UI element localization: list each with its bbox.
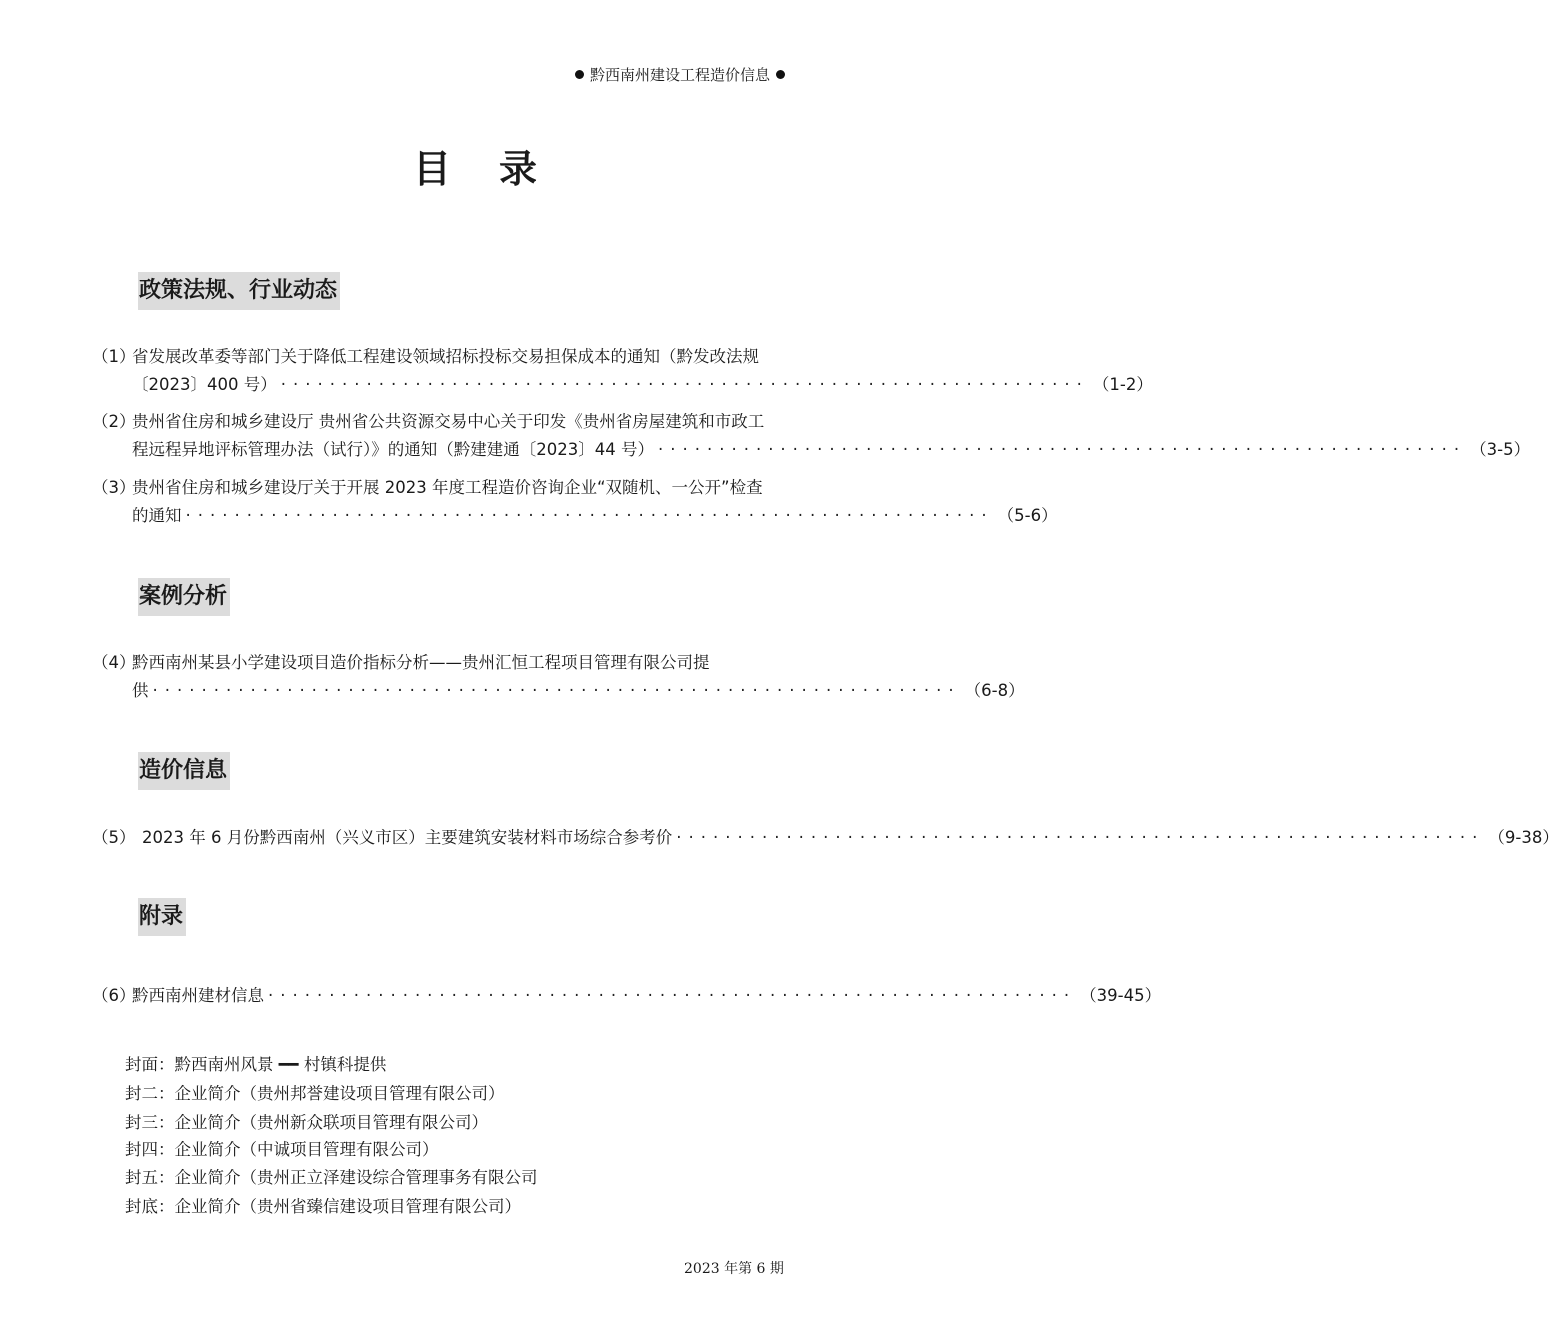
- toc-entry-3[interactable]: （3） 贵州省住房和城乡建设厅关于开展 2023 年度工程造价咨询企业“双随机、一公开”检查 的通知 ·································································· （5-6）: [92, 474, 867, 530]
- page-range: （6-8）: [964, 681, 1025, 700]
- section-heading-policy: 政策法规、行业动态: [138, 272, 340, 310]
- section-heading-pricing: 造价信息: [138, 752, 230, 790]
- section-heading-case: 案例分析: [138, 578, 230, 616]
- dot-leader: ··································································: [185, 506, 994, 525]
- page-range: （9-38）: [1488, 828, 1559, 847]
- page-title: 目 录: [412, 146, 538, 191]
- page-range: （39-45）: [1080, 986, 1162, 1005]
- dot-leader: ··································································: [268, 986, 1077, 1005]
- bullet-icon: [575, 70, 584, 79]
- page-range: （1-2）: [1092, 375, 1153, 394]
- publication-name: 黔西南州建设工程造价信息: [590, 66, 771, 84]
- toc-entry-4[interactable]: （4） 黔西南州某县小学建设项目造价指标分析——贵州汇恒工程项目管理有限公司提 供 ·································································· （6-8）: [92, 649, 867, 705]
- cover-item: 封二：企业简介（贵州邦誉建设项目管理有限公司）: [125, 1084, 505, 1103]
- bullet-icon: [776, 70, 785, 79]
- dot-leader: ··································································: [152, 681, 961, 700]
- cover-item: 封五：企业简介（贵州正立泽建设综合管理事务有限公司: [125, 1168, 538, 1187]
- toc-entry-5[interactable]: （5） 2023 年 6 月份黔西南州（兴义市区）主要建筑安装材料市场综合参考价 ·································································· （9-38）: [92, 824, 867, 852]
- cover-item: 封四：企业简介（中诚项目管理有限公司）: [125, 1140, 439, 1159]
- toc-entry-2[interactable]: （2） 贵州省住房和城乡建设厅 贵州省公共资源交易中心关于印发《贵州省房屋建筑和市政工 程远程异地评标管理办法（试行）》的通知（黔建建通〔2023〕44 号） ·································································· （3-5）: [92, 408, 867, 464]
- dot-leader: ··································································: [280, 375, 1089, 394]
- section-heading-appendix: 附录: [138, 898, 186, 936]
- dot-leader: ··································································: [676, 828, 1485, 847]
- page-range: （3-5）: [1470, 440, 1531, 459]
- issue-number: 2023 年第 6 期: [684, 1261, 784, 1277]
- toc-entry-1[interactable]: （1） 省发展改革委等部门关于降低工程建设领域招标投标交易担保成本的通知（黔发改法规 〔2023〕400 号） ·································································· （1-2）: [92, 343, 867, 399]
- running-header: [575, 64, 835, 85]
- dot-leader: ··································································: [657, 440, 1467, 459]
- cover-credits: [125, 1050, 538, 1221]
- toc-entry-6[interactable]: （6） 黔西南州建材信息 ·································································· （39-45）: [92, 982, 867, 1010]
- cover-item: 封面：黔西南州风景 ━━ 村镇科提供: [125, 1055, 387, 1074]
- cover-item: 封底：企业简介（贵州省臻信建设项目管理有限公司）: [125, 1197, 521, 1216]
- page-range: （5-6）: [997, 506, 1058, 525]
- cover-item: 封三：企业简介（贵州新众联项目管理有限公司）: [125, 1113, 488, 1132]
